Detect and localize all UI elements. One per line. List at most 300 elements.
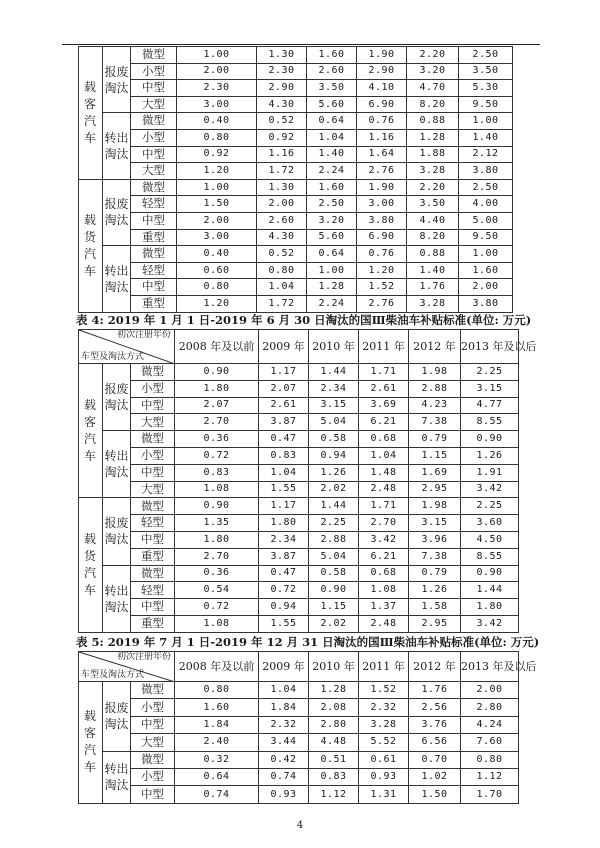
subsidy-value-cell: 2.70 — [359, 515, 409, 532]
subsidy-value-cell: 1.00 — [459, 246, 513, 263]
subsidy-value-cell: 1.40 — [307, 146, 357, 163]
subsidy-value-cell: 9.50 — [459, 229, 513, 246]
subsidy-value-cell: 2.00 — [177, 63, 257, 80]
subsidy-value-cell: 7.60 — [461, 734, 519, 751]
subsidy-value-cell: 0.32 — [175, 751, 259, 768]
table-4 — [78, 329, 537, 633]
subsidy-value-cell: 1.15 — [309, 599, 359, 616]
table-row — [79, 63, 513, 80]
subsidy-value-cell: 1.91 — [461, 464, 519, 481]
subsidy-value-cell: 0.92 — [257, 129, 307, 146]
subsidy-value-cell: 0.51 — [309, 751, 359, 768]
subsidy-value-cell: 2.80 — [309, 716, 359, 733]
vehicle-type-cell: 重型 — [131, 229, 177, 246]
table-5-corner-header — [79, 652, 175, 682]
subsidy-value-cell: 8.55 — [461, 414, 519, 431]
table-row — [79, 96, 513, 113]
subsidy-value-cell: 1.16 — [257, 146, 307, 163]
year-header: 2011 年 — [359, 652, 409, 682]
subsidy-value-cell: 1.76 — [409, 682, 461, 699]
subsidy-value-cell: 2.88 — [309, 531, 359, 548]
subsidy-value-cell: 3.28 — [407, 163, 459, 180]
subsidy-value-cell: 1.72 — [257, 163, 307, 180]
subsidy-value-cell: 4.48 — [309, 734, 359, 751]
vehicle-category-cell: 载客汽车 — [79, 682, 103, 804]
vehicle-type-cell: 小型 — [131, 699, 175, 716]
year-header: 2013 年及以后 — [461, 652, 519, 682]
subsidy-value-cell: 4.70 — [407, 80, 459, 97]
table-5-caption: 表 5: 2019 年 7 月 1 日-2019 年 12 月 31 日淘汰的国Ⅲ柴油车补贴标准(单位: 万元) — [76, 635, 540, 649]
subsidy-value-cell: 3.15 — [309, 397, 359, 414]
subsidy-value-cell: 1.50 — [177, 196, 257, 213]
subsidy-value-cell: 3.50 — [307, 80, 357, 97]
table-row — [79, 246, 513, 263]
year-header: 2011 年 — [359, 330, 409, 364]
table-row — [79, 447, 519, 464]
subsidy-value-cell: 2.40 — [175, 734, 259, 751]
subsidy-value-cell: 1.80 — [175, 380, 259, 397]
vehicle-type-cell: 微型 — [131, 431, 175, 448]
subsidy-value-cell: 2.34 — [259, 531, 309, 548]
vehicle-type-cell: 轻型 — [131, 196, 177, 213]
subsidy-value-cell: 7.38 — [409, 548, 461, 565]
table-row — [79, 716, 519, 733]
subsidy-value-cell: 3.87 — [259, 414, 309, 431]
vehicle-type-cell: 微型 — [131, 682, 175, 699]
year-header: 2010 年 — [309, 652, 359, 682]
table-row — [79, 414, 519, 431]
subsidy-value-cell: 2.90 — [257, 80, 307, 97]
subsidy-value-cell: 1.80 — [175, 531, 259, 548]
vehicle-type-cell: 微型 — [131, 364, 175, 381]
subsidy-value-cell: 5.60 — [307, 229, 357, 246]
table-row — [79, 279, 513, 296]
subsidy-value-cell: 1.35 — [175, 515, 259, 532]
subsidy-value-cell: 0.83 — [259, 447, 309, 464]
subsidy-value-cell: 1.90 — [357, 47, 407, 64]
vehicle-category-cell: 载客汽车 — [79, 47, 103, 180]
subsidy-value-cell: 2.32 — [259, 716, 309, 733]
subsidy-value-cell: 1.84 — [259, 699, 309, 716]
subsidy-value-cell: 0.80 — [175, 682, 259, 699]
elimination-method-cell: 报废淘汰 — [103, 364, 131, 431]
subsidy-value-cell: 2.48 — [359, 615, 409, 632]
subsidy-value-cell: 2.80 — [461, 699, 519, 716]
table-row — [79, 80, 513, 97]
subsidy-value-cell: 1.80 — [259, 515, 309, 532]
subsidy-value-cell: 0.90 — [461, 431, 519, 448]
subsidy-value-cell: 1.28 — [307, 279, 357, 296]
subsidy-value-cell: 0.88 — [407, 246, 459, 263]
corner-label-bottom: 车型及淘汰方式 — [81, 352, 145, 362]
corner-label-bottom: 车型及淘汰方式 — [81, 670, 145, 680]
corner-label-top: 初次注册年份 — [117, 330, 172, 340]
subsidy-value-cell: 0.70 — [409, 751, 461, 768]
subsidy-value-cell: 2.70 — [175, 548, 259, 565]
year-header: 2010 年 — [309, 330, 359, 364]
table-row — [79, 364, 519, 381]
subsidy-value-cell: 1.00 — [459, 113, 513, 130]
subsidy-value-cell: 3.50 — [407, 196, 459, 213]
subsidy-value-cell: 2.24 — [307, 295, 357, 312]
subsidy-value-cell: 1.00 — [307, 262, 357, 279]
subsidy-value-cell: 2.02 — [309, 615, 359, 632]
subsidy-value-cell: 1.26 — [309, 464, 359, 481]
subsidy-value-cell: 3.00 — [177, 229, 257, 246]
vehicle-type-cell: 中型 — [131, 716, 175, 733]
subsidy-value-cell: 2.07 — [259, 380, 309, 397]
table-row — [79, 295, 513, 312]
subsidy-value-cell: 3.15 — [409, 515, 461, 532]
subsidy-value-cell: 2.61 — [259, 397, 309, 414]
subsidy-value-cell: 1.04 — [257, 279, 307, 296]
subsidy-value-cell: 1.04 — [259, 682, 309, 699]
table-row — [79, 129, 513, 146]
subsidy-value-cell: 1.70 — [461, 786, 519, 803]
subsidy-value-cell: 6.21 — [359, 414, 409, 431]
vehicle-type-cell: 中型 — [131, 397, 175, 414]
subsidy-value-cell: 0.90 — [309, 582, 359, 599]
vehicle-type-cell: 微型 — [131, 246, 177, 263]
subsidy-value-cell: 0.92 — [177, 146, 257, 163]
table-4-corner-header — [79, 330, 175, 364]
subsidy-value-cell: 2.20 — [407, 179, 459, 196]
subsidy-value-cell: 2.56 — [409, 699, 461, 716]
subsidy-value-cell: 1.60 — [307, 47, 357, 64]
subsidy-value-cell: 1.44 — [461, 582, 519, 599]
subsidy-value-cell: 0.79 — [409, 431, 461, 448]
elimination-method-cell: 转出淘汰 — [103, 246, 131, 312]
vehicle-type-cell: 微型 — [131, 565, 175, 582]
subsidy-value-cell: 3.87 — [259, 548, 309, 565]
subsidy-value-cell: 1.40 — [459, 129, 513, 146]
year-header: 2008 年及以前 — [175, 330, 259, 364]
table-row — [79, 582, 519, 599]
subsidy-value-cell: 1.64 — [357, 146, 407, 163]
table-row — [79, 464, 519, 481]
subsidy-value-cell: 1.44 — [309, 498, 359, 515]
vehicle-type-cell: 微型 — [131, 113, 177, 130]
vehicle-category-cell: 载货汽车 — [79, 179, 103, 312]
subsidy-value-cell: 0.72 — [175, 599, 259, 616]
subsidy-value-cell: 2.32 — [359, 699, 409, 716]
table-row — [79, 786, 519, 803]
subsidy-value-cell: 3.80 — [357, 212, 407, 229]
subsidy-value-cell: 0.80 — [177, 129, 257, 146]
subsidy-value-cell: 0.72 — [259, 582, 309, 599]
subsidy-value-cell: 3.42 — [359, 531, 409, 548]
subsidy-value-cell: 2.90 — [357, 63, 407, 80]
subsidy-value-cell: 1.20 — [357, 262, 407, 279]
subsidy-value-cell: 5.52 — [359, 734, 409, 751]
vehicle-type-cell: 轻型 — [131, 515, 175, 532]
subsidy-value-cell: 3.28 — [407, 295, 459, 312]
subsidy-value-cell: 1.04 — [307, 129, 357, 146]
subsidy-value-cell: 9.50 — [459, 96, 513, 113]
subsidy-value-cell: 4.10 — [357, 80, 407, 97]
subsidy-value-cell: 3.69 — [359, 397, 409, 414]
subsidy-value-cell: 0.93 — [359, 768, 409, 785]
subsidy-value-cell: 1.48 — [359, 464, 409, 481]
subsidy-value-cell: 2.61 — [359, 380, 409, 397]
subsidy-value-cell: 0.79 — [409, 565, 461, 582]
subsidy-value-cell: 0.52 — [257, 113, 307, 130]
subsidy-value-cell: 3.80 — [459, 163, 513, 180]
subsidy-value-cell: 0.64 — [307, 246, 357, 263]
subsidy-value-cell: 1.12 — [461, 768, 519, 785]
vehicle-type-cell: 大型 — [131, 163, 177, 180]
vehicle-category-cell: 载货汽车 — [79, 498, 103, 632]
subsidy-value-cell: 2.00 — [459, 279, 513, 296]
subsidy-value-cell: 2.50 — [307, 196, 357, 213]
subsidy-value-cell: 1.08 — [175, 615, 259, 632]
subsidy-value-cell: 4.30 — [257, 229, 307, 246]
subsidy-value-cell: 6.21 — [359, 548, 409, 565]
subsidy-value-cell: 2.76 — [357, 295, 407, 312]
subsidy-value-cell: 1.08 — [359, 582, 409, 599]
subsidy-value-cell: 2.24 — [307, 163, 357, 180]
subsidy-value-cell: 0.83 — [175, 464, 259, 481]
subsidy-value-cell: 2.76 — [357, 163, 407, 180]
subsidy-value-cell: 1.30 — [257, 47, 307, 64]
vehicle-type-cell: 重型 — [131, 295, 177, 312]
subsidy-value-cell: 2.30 — [257, 63, 307, 80]
vehicle-type-cell: 微型 — [131, 498, 175, 515]
subsidy-value-cell: 1.04 — [359, 447, 409, 464]
subsidy-value-cell: 0.90 — [175, 498, 259, 515]
year-header: 2012 年 — [409, 652, 461, 682]
vehicle-type-cell: 微型 — [131, 179, 177, 196]
subsidy-value-cell: 7.38 — [409, 414, 461, 431]
subsidy-value-cell: 1.31 — [359, 786, 409, 803]
subsidy-value-cell: 4.23 — [409, 397, 461, 414]
subsidy-value-cell: 0.64 — [175, 768, 259, 785]
subsidy-value-cell: 4.00 — [459, 196, 513, 213]
subsidy-value-cell: 2.12 — [459, 146, 513, 163]
subsidy-value-cell: 3.50 — [459, 63, 513, 80]
subsidy-value-cell: 1.50 — [409, 786, 461, 803]
elimination-method-cell: 转出淘汰 — [103, 431, 131, 498]
table-row — [79, 179, 513, 196]
subsidy-value-cell: 4.24 — [461, 716, 519, 733]
subsidy-value-cell: 2.08 — [309, 699, 359, 716]
vehicle-type-cell: 小型 — [131, 768, 175, 785]
vehicle-type-cell: 大型 — [131, 734, 175, 751]
subsidy-value-cell: 0.88 — [407, 113, 459, 130]
subsidy-value-cell: 3.15 — [461, 380, 519, 397]
subsidy-value-cell: 2.50 — [459, 47, 513, 64]
subsidy-value-cell: 4.30 — [257, 96, 307, 113]
subsidy-value-cell: 0.58 — [309, 565, 359, 582]
subsidy-value-cell: 2.02 — [309, 481, 359, 498]
elimination-method-cell: 报废淘汰 — [103, 682, 131, 752]
subsidy-value-cell: 3.20 — [407, 63, 459, 80]
subsidy-value-cell: 0.93 — [259, 786, 309, 803]
subsidy-value-cell: 1.44 — [309, 364, 359, 381]
subsidy-value-cell: 1.17 — [259, 498, 309, 515]
table-row — [79, 599, 519, 616]
subsidy-value-cell: 5.04 — [309, 414, 359, 431]
subsidy-value-cell: 1.28 — [309, 682, 359, 699]
subsidy-value-cell: 3.00 — [177, 96, 257, 113]
vehicle-type-cell: 大型 — [131, 414, 175, 431]
page-number: 4 — [296, 820, 304, 831]
vehicle-type-cell: 中型 — [131, 531, 175, 548]
vehicle-type-cell: 中型 — [131, 786, 175, 803]
table-row — [79, 548, 519, 565]
subsidy-value-cell: 1.60 — [175, 699, 259, 716]
subsidy-value-cell: 0.83 — [309, 768, 359, 785]
table-row — [79, 768, 519, 785]
subsidy-value-cell: 2.30 — [177, 80, 257, 97]
subsidy-value-cell: 1.26 — [461, 447, 519, 464]
subsidy-value-cell: 1.15 — [409, 447, 461, 464]
subsidy-value-cell: 8.20 — [407, 229, 459, 246]
subsidy-value-cell: 1.00 — [177, 179, 257, 196]
subsidy-value-cell: 8.20 — [407, 96, 459, 113]
vehicle-type-cell: 微型 — [131, 751, 175, 768]
subsidy-value-cell: 0.74 — [259, 768, 309, 785]
subsidy-value-cell: 0.94 — [259, 599, 309, 616]
subsidy-value-cell: 2.48 — [359, 481, 409, 498]
subsidy-value-cell: 2.00 — [257, 196, 307, 213]
elimination-method-cell: 报废淘汰 — [103, 498, 131, 565]
subsidy-value-cell: 0.60 — [177, 262, 257, 279]
table-row — [79, 682, 519, 699]
subsidy-value-cell: 2.00 — [177, 212, 257, 229]
year-header: 2009 年 — [259, 652, 309, 682]
subsidy-value-cell: 0.36 — [175, 431, 259, 448]
subsidy-value-cell: 2.60 — [257, 212, 307, 229]
subsidy-value-cell: 0.74 — [175, 786, 259, 803]
vehicle-type-cell: 大型 — [131, 481, 175, 498]
subsidy-value-cell: 1.28 — [407, 129, 459, 146]
vehicle-type-cell: 小型 — [131, 447, 175, 464]
vehicle-type-cell: 重型 — [131, 548, 175, 565]
subsidy-value-cell: 2.20 — [407, 47, 459, 64]
subsidy-value-cell: 0.80 — [257, 262, 307, 279]
subsidy-value-cell: 0.76 — [357, 113, 407, 130]
table-row — [79, 380, 519, 397]
subsidy-value-cell: 0.61 — [359, 751, 409, 768]
subsidy-value-cell: 3.76 — [409, 716, 461, 733]
subsidy-value-cell: 1.71 — [359, 498, 409, 515]
subsidy-value-cell: 5.60 — [307, 96, 357, 113]
subsidy-value-cell: 1.60 — [307, 179, 357, 196]
subsidy-value-cell: 3.42 — [461, 481, 519, 498]
subsidy-value-cell: 1.20 — [177, 295, 257, 312]
subsidy-value-cell: 0.40 — [177, 246, 257, 263]
subsidy-value-cell: 4.50 — [461, 531, 519, 548]
year-header: 2009 年 — [259, 330, 309, 364]
subsidy-value-cell: 0.54 — [175, 582, 259, 599]
vehicle-type-cell: 重型 — [131, 615, 175, 632]
vehicle-type-cell: 轻型 — [131, 262, 177, 279]
header-rule — [62, 44, 540, 45]
subsidy-value-cell: 1.52 — [357, 279, 407, 296]
subsidy-value-cell: 0.47 — [259, 565, 309, 582]
subsidy-value-cell: 1.80 — [461, 599, 519, 616]
subsidy-value-cell: 0.80 — [177, 279, 257, 296]
subsidy-value-cell: 1.26 — [409, 582, 461, 599]
table-row — [79, 498, 519, 515]
subsidy-value-cell: 0.90 — [461, 565, 519, 582]
subsidy-value-cell: 1.08 — [175, 481, 259, 498]
subsidy-value-cell: 1.40 — [407, 262, 459, 279]
subsidy-value-cell: 2.25 — [461, 364, 519, 381]
subsidy-value-cell: 1.76 — [407, 279, 459, 296]
subsidy-value-cell: 1.12 — [309, 786, 359, 803]
subsidy-value-cell: 1.90 — [357, 179, 407, 196]
subsidy-value-cell: 1.37 — [359, 599, 409, 616]
elimination-method-cell: 转出淘汰 — [103, 565, 131, 632]
subsidy-value-cell: 1.02 — [409, 768, 461, 785]
subsidy-value-cell: 3.96 — [409, 531, 461, 548]
table-4-caption: 表 4: 2019 年 1 月 1 日-2019 年 6 月 30 日淘汰的国Ⅲ柴油车补贴标准(单位: 万元) — [76, 313, 532, 327]
vehicle-type-cell: 中型 — [131, 464, 175, 481]
vehicle-type-cell: 微型 — [131, 47, 177, 64]
subsidy-value-cell: 0.72 — [175, 447, 259, 464]
table-5 — [78, 651, 537, 804]
table-row — [79, 229, 513, 246]
subsidy-value-cell: 2.07 — [175, 397, 259, 414]
table-row — [79, 531, 519, 548]
subsidy-value-cell: 2.70 — [175, 414, 259, 431]
subsidy-value-cell: 1.88 — [407, 146, 459, 163]
subsidy-value-cell: 1.58 — [409, 599, 461, 616]
subsidy-value-cell: 1.60 — [459, 262, 513, 279]
vehicle-category-cell: 载客汽车 — [79, 364, 103, 498]
subsidy-value-cell: 1.20 — [177, 163, 257, 180]
subsidy-value-cell: 3.42 — [461, 615, 519, 632]
subsidy-value-cell: 1.71 — [359, 364, 409, 381]
vehicle-type-cell: 中型 — [131, 279, 177, 296]
elimination-method-cell: 转出淘汰 — [103, 113, 131, 179]
subsidy-value-cell: 6.90 — [357, 229, 407, 246]
table-row — [79, 751, 519, 768]
subsidy-value-cell: 2.60 — [307, 63, 357, 80]
subsidy-value-cell: 6.56 — [409, 734, 461, 751]
subsidy-value-cell: 4.40 — [407, 212, 459, 229]
year-header: 2008 年及以前 — [175, 652, 259, 682]
subsidy-value-cell: 0.90 — [175, 364, 259, 381]
table-row — [79, 262, 513, 279]
table-3-continued — [78, 46, 513, 313]
subsidy-value-cell: 0.64 — [307, 113, 357, 130]
subsidy-value-cell: 1.98 — [409, 364, 461, 381]
elimination-method-cell: 报废淘汰 — [103, 179, 131, 245]
subsidy-value-cell: 0.52 — [257, 246, 307, 263]
vehicle-type-cell: 小型 — [131, 129, 177, 146]
subsidy-value-cell: 0.80 — [461, 751, 519, 768]
subsidy-value-cell: 3.80 — [459, 295, 513, 312]
subsidy-value-cell: 2.25 — [461, 498, 519, 515]
subsidy-value-cell: 0.76 — [357, 246, 407, 263]
vehicle-type-cell: 中型 — [131, 212, 177, 229]
elimination-method-cell: 报废淘汰 — [103, 47, 131, 113]
subsidy-value-cell: 1.69 — [409, 464, 461, 481]
subsidy-value-cell: 3.28 — [359, 716, 409, 733]
subsidy-value-cell: 1.00 — [177, 47, 257, 64]
subsidy-value-cell: 8.55 — [461, 548, 519, 565]
subsidy-value-cell: 1.84 — [175, 716, 259, 733]
subsidy-value-cell: 0.47 — [259, 431, 309, 448]
year-header: 2013 年及以后 — [461, 330, 519, 364]
subsidy-value-cell: 3.20 — [307, 212, 357, 229]
subsidy-value-cell: 0.36 — [175, 565, 259, 582]
subsidy-value-cell: 1.55 — [259, 481, 309, 498]
subsidy-value-cell: 3.00 — [357, 196, 407, 213]
